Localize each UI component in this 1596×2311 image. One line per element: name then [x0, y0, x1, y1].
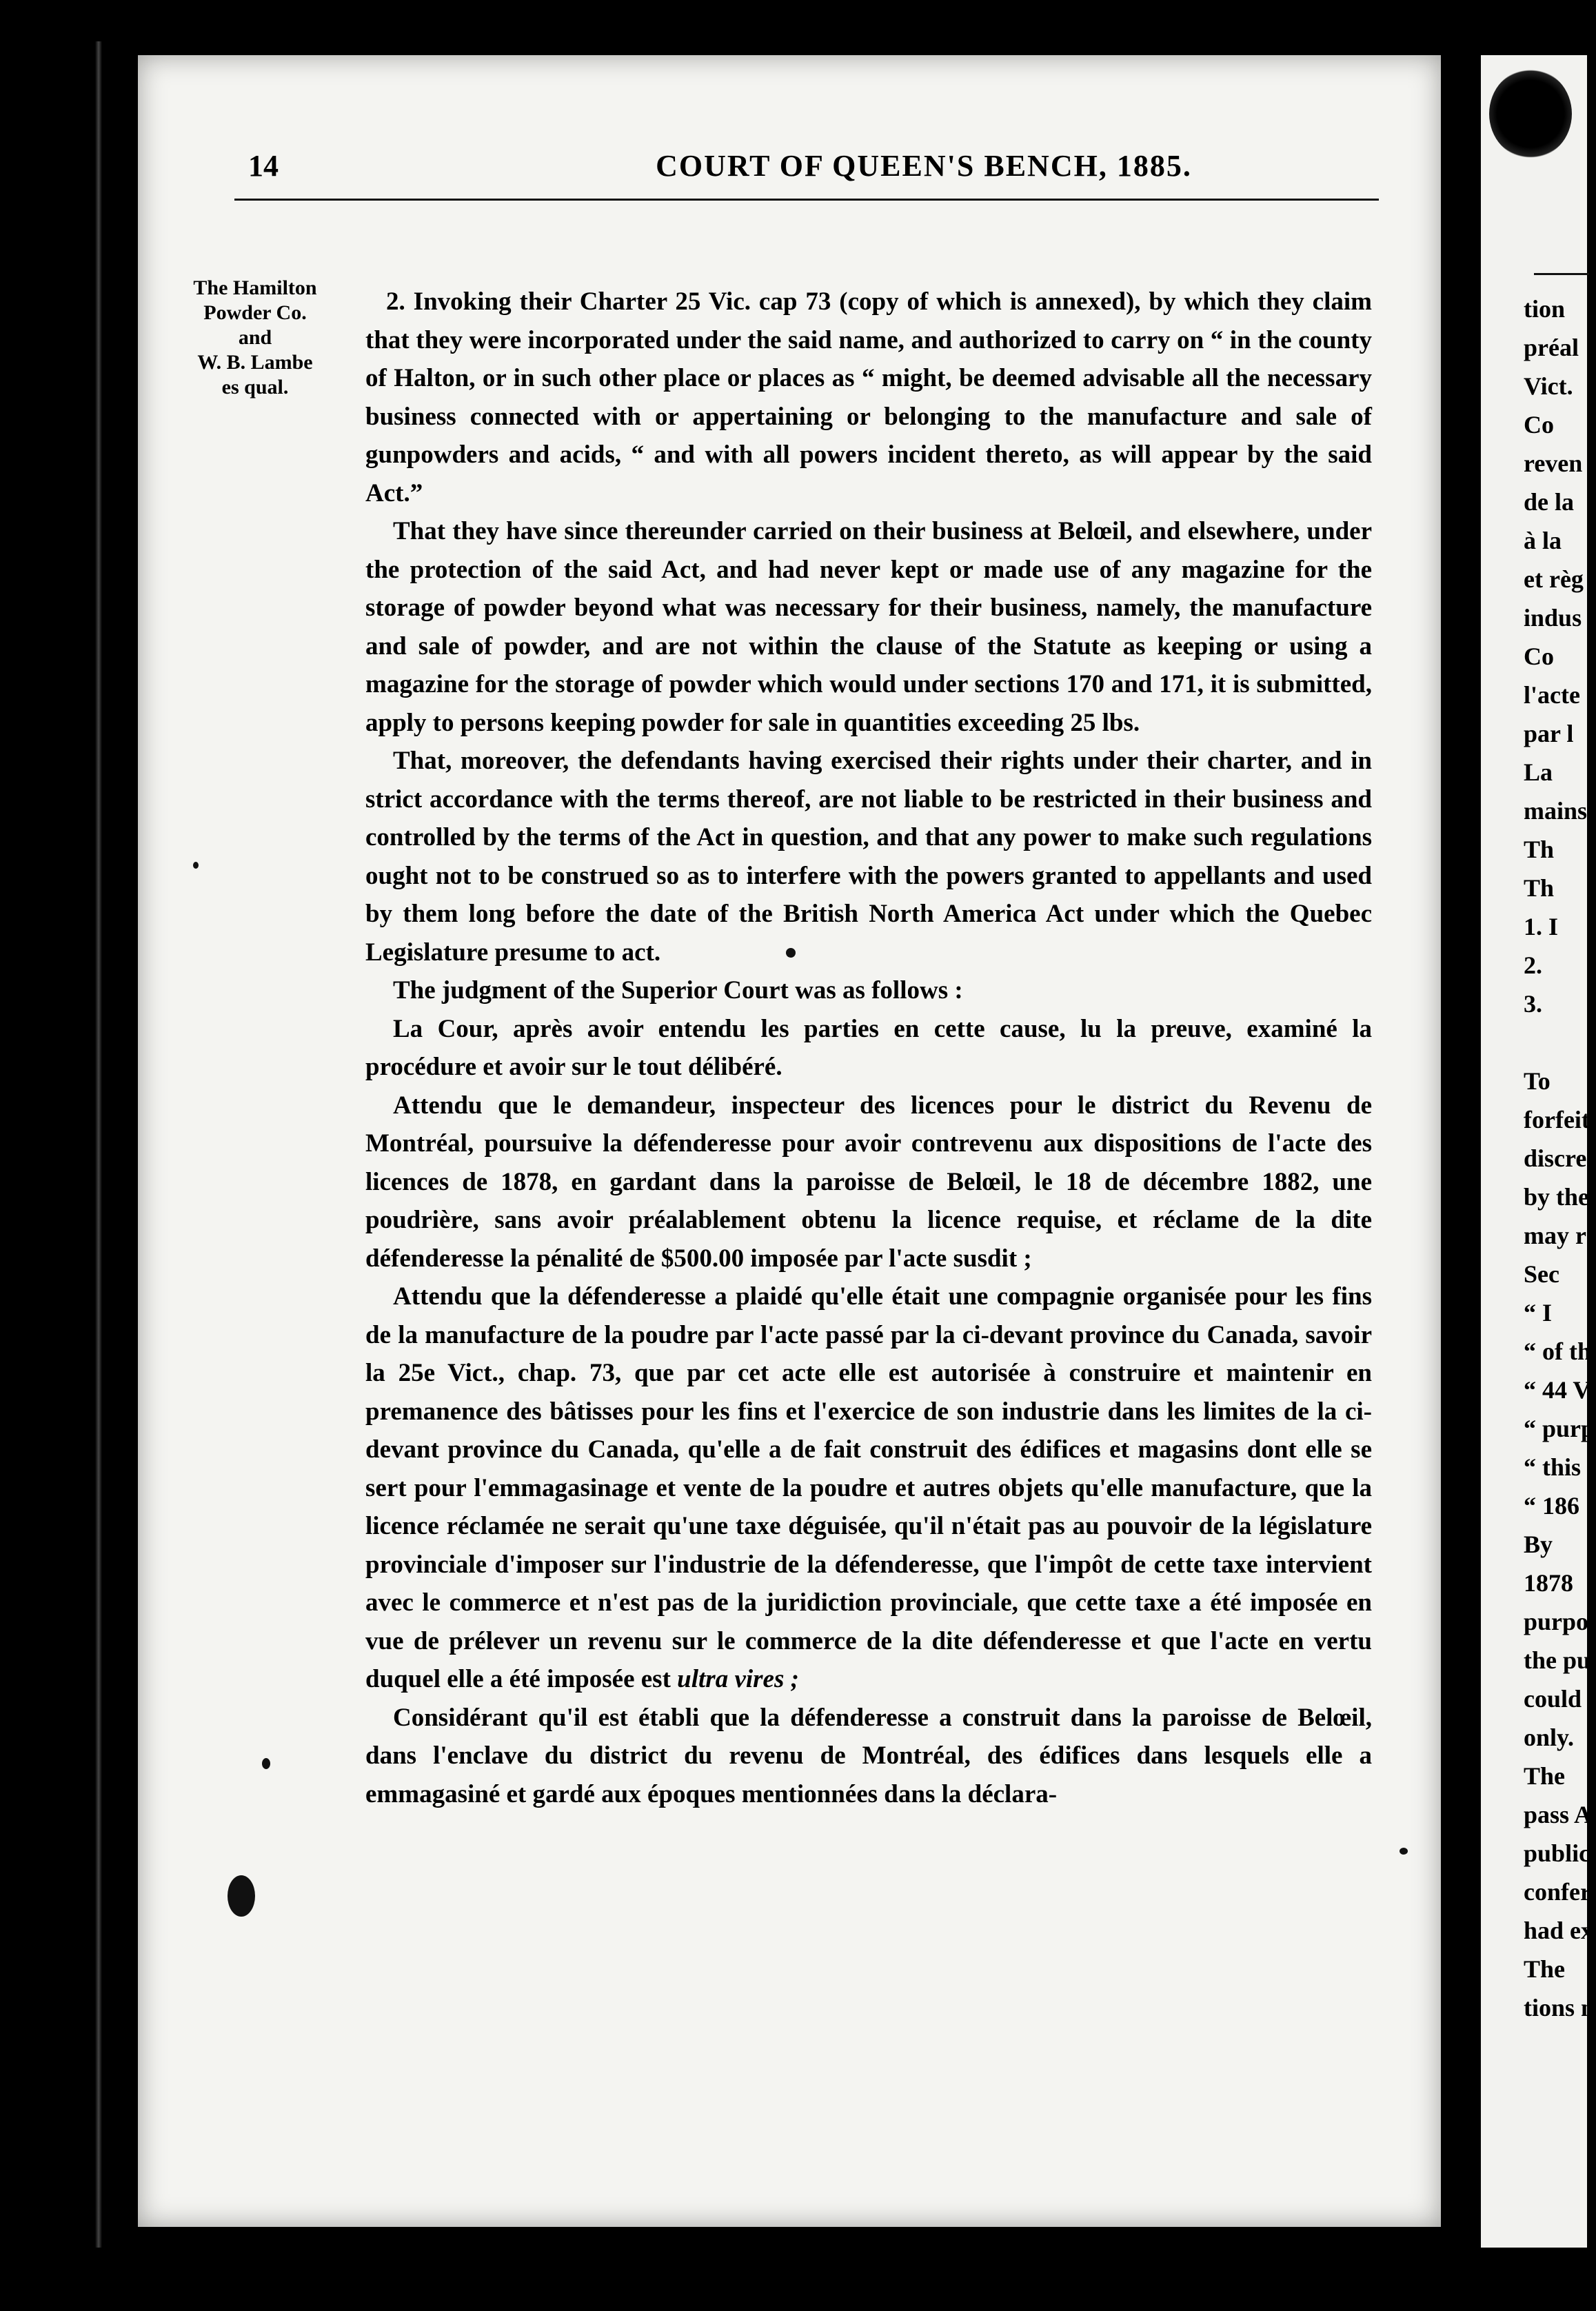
paragraph: That they have since thereunder carried on their business at Belœil, and elsewhere, under the protection of the said Act, and had never kept or made use of any magazine for the storage of powder beyond what was necessary for their business, namely, the manufacture and sale of powder, and are not within the clause of the Statute as keeping or using a magazine for the storage of powder which would under sections 170 and 171, it is submitted, apply to persons keeping powder for sale in quantities exceeding 25 lbs. [365, 517, 1372, 737]
adjacent-page-line: By [1524, 1531, 1553, 1558]
scan-speck [786, 948, 796, 958]
adjacent-page-line: 1878 [1524, 1569, 1573, 1597]
adjacent-page-line: only. [1524, 1724, 1575, 1751]
ink-blot [1489, 69, 1572, 159]
adjacent-page-line: 2. [1524, 951, 1542, 979]
paragraph: That, moreover, the defendants having exercised their rights under their charter, and in strict accordance with the terms thereof, are not liable to be restricted in their business and controlled by the terms of the Act in question, and that any power to make such regulations ought not to be construed so as to interfere with the powers granted to appellants and used by them long before the date of the British North America Act under which the Quebec Legislature presume to act. [365, 747, 1372, 967]
adjacent-page-line: Co [1524, 643, 1554, 670]
paragraph: Considérant qu'il est établi que la défenderesse a construit dans la paroisse de Belœil, dans l'enclave du district du revenu de Montréal, des édifices dans lesquels elle a emmagasiné et gardé aux époques mentionnées dans la déclara- [365, 1703, 1372, 1808]
paragraph [365, 1278, 1372, 1699]
margin-case-citation [131, 276, 379, 400]
paragraph: Attendu que le demandeur, inspecteur des licences pour le district du Revenu de Montréal, poursuive la défenderesse pour avoir contrevenu aux dispositions de l'acte des licences de 1878, en gardant dans la paroisse de Belœil, le 18 de décembre 1882, une poudrière, sans avoir préalablement obtenu la licence requise, et réclame de la dite défenderesse la pénalité de $500.00 imposée par l'acte susdit ; [365, 1091, 1372, 1273]
adjacent-page-line: the pu [1524, 1646, 1591, 1674]
adjacent-page-line: de la [1524, 488, 1575, 516]
adjacent-page-line: “ this [1524, 1453, 1582, 1481]
running-header: COURT OF QUEEN'S BENCH, 1885. [656, 149, 1192, 183]
adjacent-page-line: à la [1524, 527, 1562, 554]
adjacent-page-line: could [1524, 1685, 1582, 1713]
adjacent-page-line: indus [1524, 604, 1582, 632]
adjacent-page-line: To [1524, 1067, 1550, 1095]
adjacent-page-line: by the [1524, 1183, 1590, 1211]
scan-speck [262, 1758, 270, 1769]
side-note-line: Powder Co. [203, 301, 307, 324]
adjacent-page-line: Th [1524, 874, 1555, 902]
scan-speck [193, 862, 199, 869]
adjacent-page-line: préal [1524, 334, 1579, 361]
adjacent-page-line: “ 186 [1524, 1492, 1579, 1520]
paragraph: 2. Invoking their Charter 25 Vic. cap 73 (copy of which is annexed), by which they claim that they were incorporated under the said name, and authorized to carry on “ in the county of Halton, or in such other place or places as “ might, be deemed advisable all the necessary business connected with or appertaining or belonging to the manufacture and sale of gunpowders and acids, “ and with all powers incident thereto, as will appear by the said Act.” [365, 287, 1372, 507]
scan-speck [1400, 1848, 1408, 1855]
paragraph: The judgment of the Superior Court was as follows : [393, 976, 963, 1005]
adjacent-page-line: “ 44 V [1524, 1376, 1591, 1404]
adjacent-page-line: mains [1524, 797, 1588, 825]
side-note-line: The Hamilton [193, 276, 317, 299]
adjacent-page-line [1524, 1023, 1593, 1062]
adjacent-page-line: The [1524, 1762, 1566, 1790]
paragraph: La Cour, après avoir entendu les parties en cette cause, lu la preuve, examiné la procédure et avoir sur le tout délibéré. [365, 1014, 1372, 1081]
adjacent-page-line: Sec [1524, 1260, 1559, 1288]
adjacent-page-line: purpo [1524, 1608, 1589, 1635]
paragraph-text: Attendu que la défenderesse a plaidé qu'elle était une compagnie organisée pour les fins de la manufacture de la poudre par l'acte passé par la ci-devant province du Canada, savoir la 25e Vict., chap. 73, que par cet acte elle est autorisée à construire et maintenir en premanence des bâtisses pour les fins et l'exercice de son industrie dans les limites de la ci-devant province du Canada, qu'elle a de fait construit des édifices et magasins dont elle se sert pour l'emmagasinage et vente de la poudre et autres objets qu'elle manufacture, que la licence réclamée ne serait qu'une taxe déguisée, qu'il n'était pas au pouvoir de la législature provinciale d'imposer sur l'industrie de la défenderesse, que l'impôt de cette taxe intervient avec le commerce et n'est pas de la juridiction provinciale, que cette taxe a été imposée en vue de prélever un revenu sur le commerce de la dite défenderesse et que l'acte en vertu duquel elle a été imposée est [365, 1282, 1372, 1693]
adjacent-page-line: may r [1524, 1222, 1586, 1249]
scan-edge [95, 41, 102, 2248]
italic-phrase: ultra vires ; [677, 1665, 799, 1693]
adjacent-page-line: confer [1524, 1878, 1591, 1906]
adjacent-page-line: “ purp [1524, 1415, 1595, 1442]
adjacent-page-line: had ex [1524, 1917, 1594, 1944]
adjacent-page-line: par l [1524, 720, 1574, 747]
adjacent-page-line: reven [1524, 450, 1583, 477]
side-note-line: W. B. Lambe [197, 351, 313, 374]
header-rule [234, 199, 1379, 201]
adjacent-page-line: 1. I [1524, 913, 1559, 940]
adjacent-page-line: La [1524, 758, 1553, 786]
body-text [365, 283, 1372, 1813]
adjacent-page-line: tions n [1524, 1994, 1595, 2021]
adjacent-page-line: forfeit [1524, 1106, 1590, 1133]
scan-speck [228, 1875, 255, 1917]
adjacent-page-line: public, [1524, 1839, 1596, 1867]
adjacent-page-text [1524, 290, 1596, 2027]
adjacent-page-line: Th [1524, 836, 1555, 863]
page-number: 14 [248, 149, 279, 183]
adjacent-page-line: Co [1524, 411, 1554, 438]
adjacent-page-line: l'acte [1524, 681, 1580, 709]
adjacent-page-line: “ of th [1524, 1338, 1591, 1365]
adjacent-page-line: “ I [1524, 1299, 1553, 1326]
adjacent-page-line: et règ [1524, 565, 1584, 593]
adjacent-page-line: discre [1524, 1144, 1587, 1172]
side-note-line: and [238, 326, 272, 349]
adjacent-page-line: tion [1524, 295, 1566, 323]
side-note-line: es qual. [221, 376, 289, 398]
adjacent-page-rule [1534, 273, 1589, 275]
adjacent-page-line: pass A [1524, 1801, 1593, 1828]
adjacent-page-line: The [1524, 1955, 1566, 1983]
adjacent-page-line: Vict. [1524, 372, 1573, 400]
adjacent-page-line: 3. [1524, 990, 1542, 1018]
